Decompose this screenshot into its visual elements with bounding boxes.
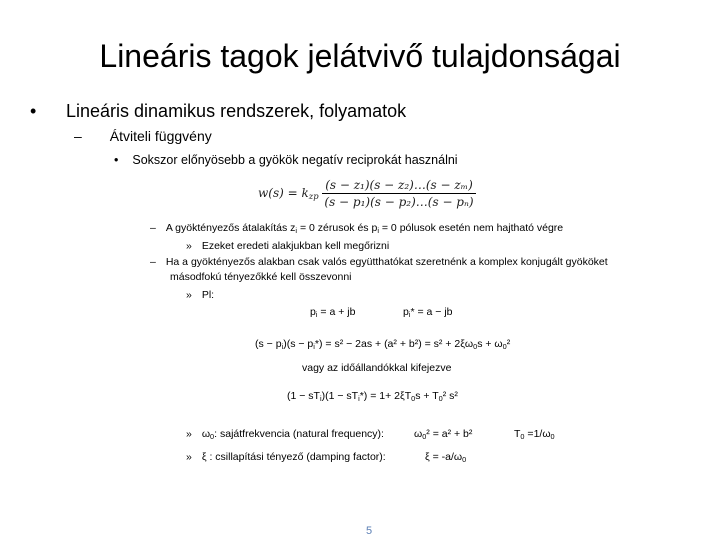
note-conjugate: – Ha a gyöktényezős alakban csak valós együtthatókat szeretnénk a komplex konjugált gyököket [150, 256, 608, 268]
bullet-text: Lineáris dinamikus rendszerek, folyamatok [66, 101, 407, 121]
bullet-marker: • [114, 153, 119, 167]
bullet-marker: • [30, 101, 37, 121]
bullet-level2 [74, 128, 212, 144]
note-conjugate-cont: másodfokú tényezőkké kell összevonni [170, 271, 352, 283]
page-number: 5 [366, 525, 373, 537]
note-example: » Pl: [186, 289, 215, 301]
formula-numerator: (s − z₁)(s − z₂)…(s − zₘ) [322, 178, 475, 194]
bullet-level3 [114, 153, 458, 167]
damping-definition: » ξ : csillapítási tényező (damping factor): [186, 451, 386, 463]
time-constant-caption: vagy az időállandókkal kifejezve [302, 362, 452, 374]
omega-equation: $\omega_0^2 = a^2 + b^2$ [414, 428, 473, 441]
equation-time-constant: $(1 - sT_i)(1 - sT_i*) = 1+ 2\xi T_0s + T_0^2$ s² [287, 390, 458, 403]
note-zero-pole: – A gyöktényezős átalakítás $z_i = 0$ zérusok és $p_i = 0$ pólusok esetén nem hajtható végre [150, 222, 564, 235]
formula-denominator: (s − p₁)(s − p₂)…(s − pₙ) [324, 195, 474, 209]
time-constant-definition: $T_0 =1/\omega_0$ [514, 428, 555, 441]
bullet-text: Átviteli függvény [109, 128, 212, 144]
note-keep-original: » Ezeket eredeti alakjukban kell megőrizni [186, 240, 390, 252]
formula-gain: $k_{zp}$ [301, 186, 319, 202]
damping-equation: $\xi = -a/\omega_0$ [425, 451, 467, 464]
equation-second-order: $(s - p_i)(s - p_i*) = s^2 - 2as + (a^2 + b^2) = s^2 + 2\xi\omega_0s + \omega_0^2$ [255, 338, 511, 351]
bullet-text: Sokszor előnyösebb a gyökök negatív reciprokát használni [132, 153, 458, 167]
slide-title: Lineáris tagok jelátvivő tulajdonságai [99, 38, 621, 74]
transfer-function-formula [258, 178, 476, 209]
bullet-marker: – [74, 128, 82, 144]
pole-pi-conjugate: $p_i* = a$ − jb [403, 306, 453, 319]
formula-fraction [322, 178, 475, 209]
pole-pi: $p_i = a$ + jb [310, 306, 356, 319]
formula-lhs: w(s) = [258, 186, 298, 200]
omega-definition: » $\omega_0$: sajátfrekvencia (natural frequency): [186, 428, 384, 441]
